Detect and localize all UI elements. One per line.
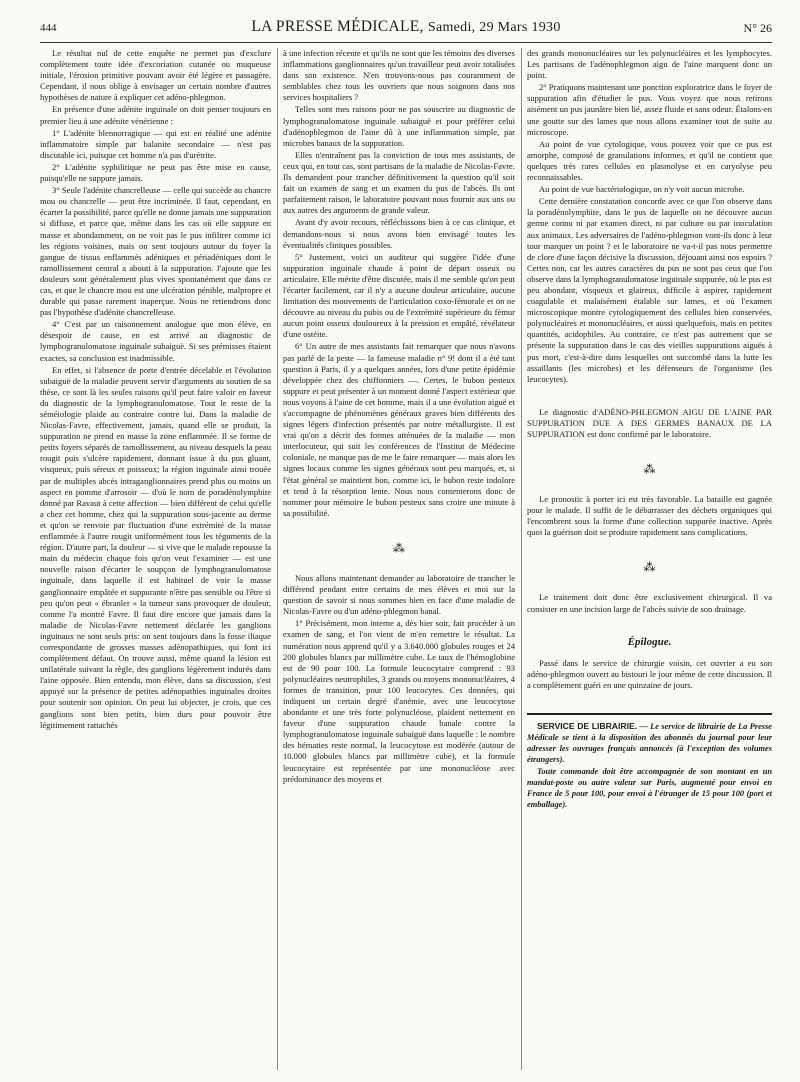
paragraph: 1° L'adénite blennorragique — qui est en réalité une adénite inflammatoire simple par balanite secondaire — n'est pas discutable ici, puisque cet homme n'a pas d'urétrite. <box>40 127 271 160</box>
paragraph: 6° Un autre de mes assistants fait remarquer que nous n'avons pas parlé de la peste — la fameuse maladie n° 9! dont il a été tant question à Paris, il y a quelques années, lors d'une petite épidémie développée chez des chiffonniers —. Certes, le bubon pesteux suppure et peut présenter à un moment donné l'aspect extérieur que nous voyons à l'aine de cet homme, mais il a une évolution aiguë et s'accompagne de phénomènes généraux graves bien différents des signes légers d'infection présentés par notre métallurgiste. Il est vrai qu'on a décrit des formes atténuées de la maladie — mon interlocuteur, qui suit les conférences de l'Institut de Médecine coloniale, ne manque pas de me le faire remarquer — mais alors les signes locaux comme les signes généraux sont peu marqués, et, si l'état général se maintient bon, comme ici, le bubon reste indolore et tend à la résorption lente. Nous nous contenterons donc de nommer pour mémoire le bubon pesteux sans croire une minute à sa possibilité. <box>283 341 515 518</box>
section-separator: ⁂ <box>643 560 656 575</box>
paragraph: 4° C'est par un raisonnement analogue que mon élève, en désespoir de cause, en est arrivé au diagnostic de lymphogranulomatose inguinale subaiguë. Si ses prémisses étaient exactes, sa conclusion est inadmissible. <box>40 319 271 363</box>
paragraph: 2° L'adénite syphilitique ne peut pas être mise en cause, puisqu'elle ne suppure jamais. <box>40 161 271 184</box>
column-divider <box>521 48 522 1070</box>
paragraph: En effet, si l'absence de porte d'entrée décelable et l'évolution subaiguë de la maladie peuvent servir d'arguments au soutien de sa thèse, ce sont là les seules raisons qu'il peut faire valoir en faveur du diagnostic de la lymphogranulomatose. Tout le reste de la séméiologie plaide au contraire contre lui. Dans la maladie de Nicolas-Favre, effectivement, jamais, quand elle se produit, la suppuration ne prend en masse la zone enflammée. Il se forme de petits foyers séparés de ramollissement, au niveau desquels la peau rougit puis s'ulcère rapidement, donnant issue à du pus gluant, visqueux, puis séreux et poisseux; la région inguinale ainsi trouée par de multiples abcès intraganglionnaires prend plus ou moins un aspect en pomme d'arrosoir — d'où le nom de poradénolymphite donné par Ravaut à cette affection — bien différent de celui qu'elle a chez cet homme, chez qui la suppuration sous-jacente au derme et qu'on se renvoie par fluctuation d'une extrémité de la masse enflammée à l'autre rougit uniformément tous les téguments de la région. D'autre part, la douleur — si vive que le malade repousse la main du médecin chaque fois qu'on veut l'examiner — est une nouvelle raison d'écarter le soupçon de lymphogranulomatose inguinale, dans laquelle il est habituel de voir la masse ganglionnaire empâtée et suppurante n'être pas sensible ou l'être si peu qu'on peut « ébranler » la tumeur sans provoquer de douleur, comme l'a montré Favre. Il faut dire encore que jamais dans la maladie de Nicolas-Favre nettement déclarée les ganglions inguinaux ne sont seuls pris: on sent toujours dans la fosse iliaque correspondante de grosses masses adénopathiques, qui font ici complètement défaut. On trouve aussi, même quand la lésion est unilatérale suivant la règle, des ganglions légèrement indurés dans l'aine opposée. Bien entendu, mon élève, dans sa discussion, s'est appuyé sur la présence de petites adénopathies inguinales droites pour soutenir son opinion. On peut lui objecter, je crois, que ces ganglions sont bien petits, bien durs pour pouvoir être légitimement rattachés <box>40 364 271 730</box>
paragraph: Au point de vue cytologique, vous pouvez voir que ce pus est amorphe, composé de granulations informes, et qu'il ne contient que quelques très rares cellules en plasmolyse et en caryolyse peu reconnaissables. <box>527 138 772 183</box>
page-header <box>40 18 772 40</box>
epilogue-paragraph: Passé dans le service de chirurgie voisin, cet ouvrier a eu son adéno-phlegmon ouvert au bistouri le jour même de cette discussion. Il a complètement guéri en une quinzaine de jours. <box>527 657 772 690</box>
issue-date: Samedi, 29 Mars 1930 <box>427 20 561 35</box>
column-divider <box>277 48 278 1070</box>
paragraph: Cette dernière constatation concorde avec ce que l'on observe dans la poradénolymphite, dans le pus de laquelle on ne découvre aucun germe connu ni par examen direct, ni par culture ou par inoculation aux animaux. Les adversaires de l'adéno-phlegmon vont-ils donc à leur tour marquer un point ? et le laboratoire ne va-t-il pas nous permettre de clore d'une façon décisive la discussion, déjouant ainsi nos espoirs ? Certes non, car les autres caractères du pus ne sont pas ceux que l'on observe dans la lymphogranulomatose inguinale suppurée, où le pus est peu abondant, visqueux et glaireux, difficile à aspirer, rapidement coagulable et malaisément étalable sur lames, et où l'examen microscopique montre cytologiquement des cellules bien conservées, polynucléaires et mononucléaires, et aussi quelquefois, mais en petites quantités, acidophiles. Au contraire, ce n'est pas autrement que se présente la suppuration dans le cas des vieilles suppurations aiguës à pus mort, c'est-à-dire dans lesquelles ont succombé dans la lutte les assaillants (les microbes) et les défenseurs de l'organisme (les leucocytes). <box>527 196 772 384</box>
paragraph: 5° Justement, voici un auditeur qui suggère l'idée d'une suppuration inguinale chaude à point de départ osseux ou articulaire. Elle mérite d'être discutée, mais il me semble qu'on peut l'écarter facilement, car il n'y a aucune douleur articulaire, aucune limitation des mouvements de l'articulation coxo-fémorale et on ne découvre au niveau du pubis ou de l'extrémité supérieure du fémur aucun point osseux douloureux à la pression et empâté, révélateur d'une ostéite. <box>283 251 515 340</box>
paragraph: 1° Précisément, mon interne a, dès hier soir, fait procéder à un examen de sang, et l'on vient de m'en remettre le résultat. La numération nous apprend qu'il y a 3.640.000 globules rouges et 24 200 globules blancs par millimètre cube. Le taux de l'hémoglobine est de 90 pour 100. La formule leucocytaire comprend : 93 polynucléaires neutrophiles, 3 grands ou moyens mononucléaires, 4 formes de transition, pour 100 leucocytes. Ces données, qui indiquent un certain degré d'anémie, avec une leucocytose abondante et une très forte polynucléose, plaident nettement en faveur d'une suppuration chaude banale contre la lymphogranulomatose inguinale subaiguë dans laquelle : le nombre des hématies reste normal, la leucocytose est modérée (autour de 10.000 globules blancs par millimètre cube), et la formule leucocytaire est représentée par une mononucléose avec prédominance des moyens et <box>283 618 515 784</box>
paragraph: En présence d'une adénite inguinale on doit penser toujours en premier lieu à une adénite vénérienne : <box>40 104 271 126</box>
paragraph: Le résultat nul de cette enquête ne permet pas d'exclure complètement toute idée d'excoriation cutanée ou muqueuse initiale, l'érosion primitive pouvant avoir été légère et passagère. Cependant, il nous oblige à envisager un certain nombre d'autres hypothèses de nature à expliquer cet adéno-phlegmon. <box>40 48 271 103</box>
diagnosis-paragraph: Le diagnostic d'ADÉNO-PHLEGMON AIGU DE L'AINE PAR SUPPURATION DUE A DES GERMES BANAUX DE LA SUPPURATION est donc confirmé par le laboratoire. <box>527 406 772 439</box>
column-2 <box>283 48 515 786</box>
section-separator: ⁂ <box>393 540 405 555</box>
section-separator: ⁂ <box>643 462 656 477</box>
paragraph: 2° Pratiquons maintenant une ponction exploratrice dans le foyer de suppuration afin d'étudier le pus. Vous voyez que nous retirons aisément un pus jaunâtre bien lié, assez fluide et sans odeur. Étalons-en une goutte sur des lames que nous allons examiner tout de suite au microscope. <box>527 82 772 137</box>
prognosis-paragraph: Le pronostic à porter ici est très favorable. La bataille est gagnée pour le malade. Il suffit de le débarrasser des déchets organiques qui l'encombrent sous la forme d'une collection suppurée inactive. Après quoi la guérison doit se produire rapidement sans complications. <box>527 494 772 538</box>
treatment-paragraph: Le traitement doit donc être exclusivement chirurgical. Il va consister en une incision large de l'abcès suivie de son drainage. <box>527 592 772 614</box>
paragraph: à une infection récente et qu'ils ne sont que les témoins des diverses inflammations ganglionnaires qu'un travailleur peut avoir totalisées dans son existence. N'en trouvons-nous pas couramment de semblables chez tous les ouvriers que nous soignons dans nos services hospitaliers ? <box>283 48 515 103</box>
issue-number: N° 26 <box>743 21 772 35</box>
paragraph: Avant d'y avoir recours, réfléchissons bien à ce cas clinique, et demandons-nous si nous avons bien envisagé toutes les éventualités cliniques possibles. <box>283 217 515 250</box>
paragraph: Telles sont mes raisons pour ne pas souscrire au diagnostic de lymphogranulomatose inguinale subaiguë et pour préférer celui d'adénophlegmon de l'aine dû à une inflammation simple, par microbes banaux de la suppuration. <box>283 104 515 148</box>
paragraph: Au point de vue bactériologique, on n'y voit aucun microbe. <box>539 184 745 195</box>
paragraph: Nous allons maintenant demander au laboratoire de trancher le différend pendant entre certains de mes élèves et moi sur la question de savoir si nous sommes bien en face d'une maladie de Nicolas-Favre ou d'un adéno-phlegmon banal. <box>283 572 515 617</box>
epilogue-heading: Épilogue. <box>627 635 672 648</box>
header-rule <box>40 42 772 43</box>
column-3 <box>527 48 772 811</box>
librairie-notice <box>527 713 772 810</box>
paragraph: Elles n'entraînent pas la conviction de tous mes assistants, de ceux qui, en tout cas, sont partisans de la maladie de Nicolas-Favre. Ils demandent pour trancher définitivement la question qu'il soit fait un examen de sang et un examen du pus de l'abcès. Ils ont parfaitement raison, le laboratoire pouvant nous fournir aux uns ou aux autres des arguments de grande valeur. <box>283 149 515 216</box>
journal-name: LA PRESSE MÉDICALE, <box>251 18 424 35</box>
paragraph: 3° Seule l'adénite chancrelleuse — celle qui succède au chancre mou ou chancrelle — peut être incriminée. Il faut, cependant, en écarter la possibilité, parce qu'elle ne donne jamais une suppuration si diffuse, et parce que, même dans les cas où elle suppure en masse et abondamment, on ne voit pas le pus infiltrer comme ici les régions voisines, mais on sent toujours autour du foyer la gangue de tissus enflammés adéniques et périadéniques dont le ramollissement central a abouti à la suppuration. J'ajoute que les douleurs sont généralement plus vives spontanément que dans ce cas, et que le chancre mou est une ulcération pénible, malpropre et durable qui passe rarement inaperçue. Nous ne retiendrons donc pas l'hypothèse d'adénite chancrelleuse. <box>40 185 271 318</box>
notice-text: — Le service de librairie de La Presse Médicale se tient à la disposition des abonnés du journal pour leur adresser les ouvrages français annoncés (à l'exception des volumes étrangers). <box>527 722 772 765</box>
notice-heading: SERVICE DE LIBRAIRIE. <box>537 721 638 732</box>
column-1 <box>40 48 271 732</box>
paragraph: des grands mononucléaires sur les polynucléaires et les lymphocytes. Les partisans de l'adénophlegmon aigu de l'aine marquent donc un point. <box>527 48 772 81</box>
running-title <box>40 18 772 36</box>
notice-text: Toute commande doit être accompagnée de son montant en un mandat-poste ou autre valeur sur Paris, augmenté pour envoi en France de 5 pour 100, pour envoi à l'étranger de 15 pour 100 (port et emballage). <box>527 767 772 810</box>
page-number: 444 <box>40 22 57 34</box>
